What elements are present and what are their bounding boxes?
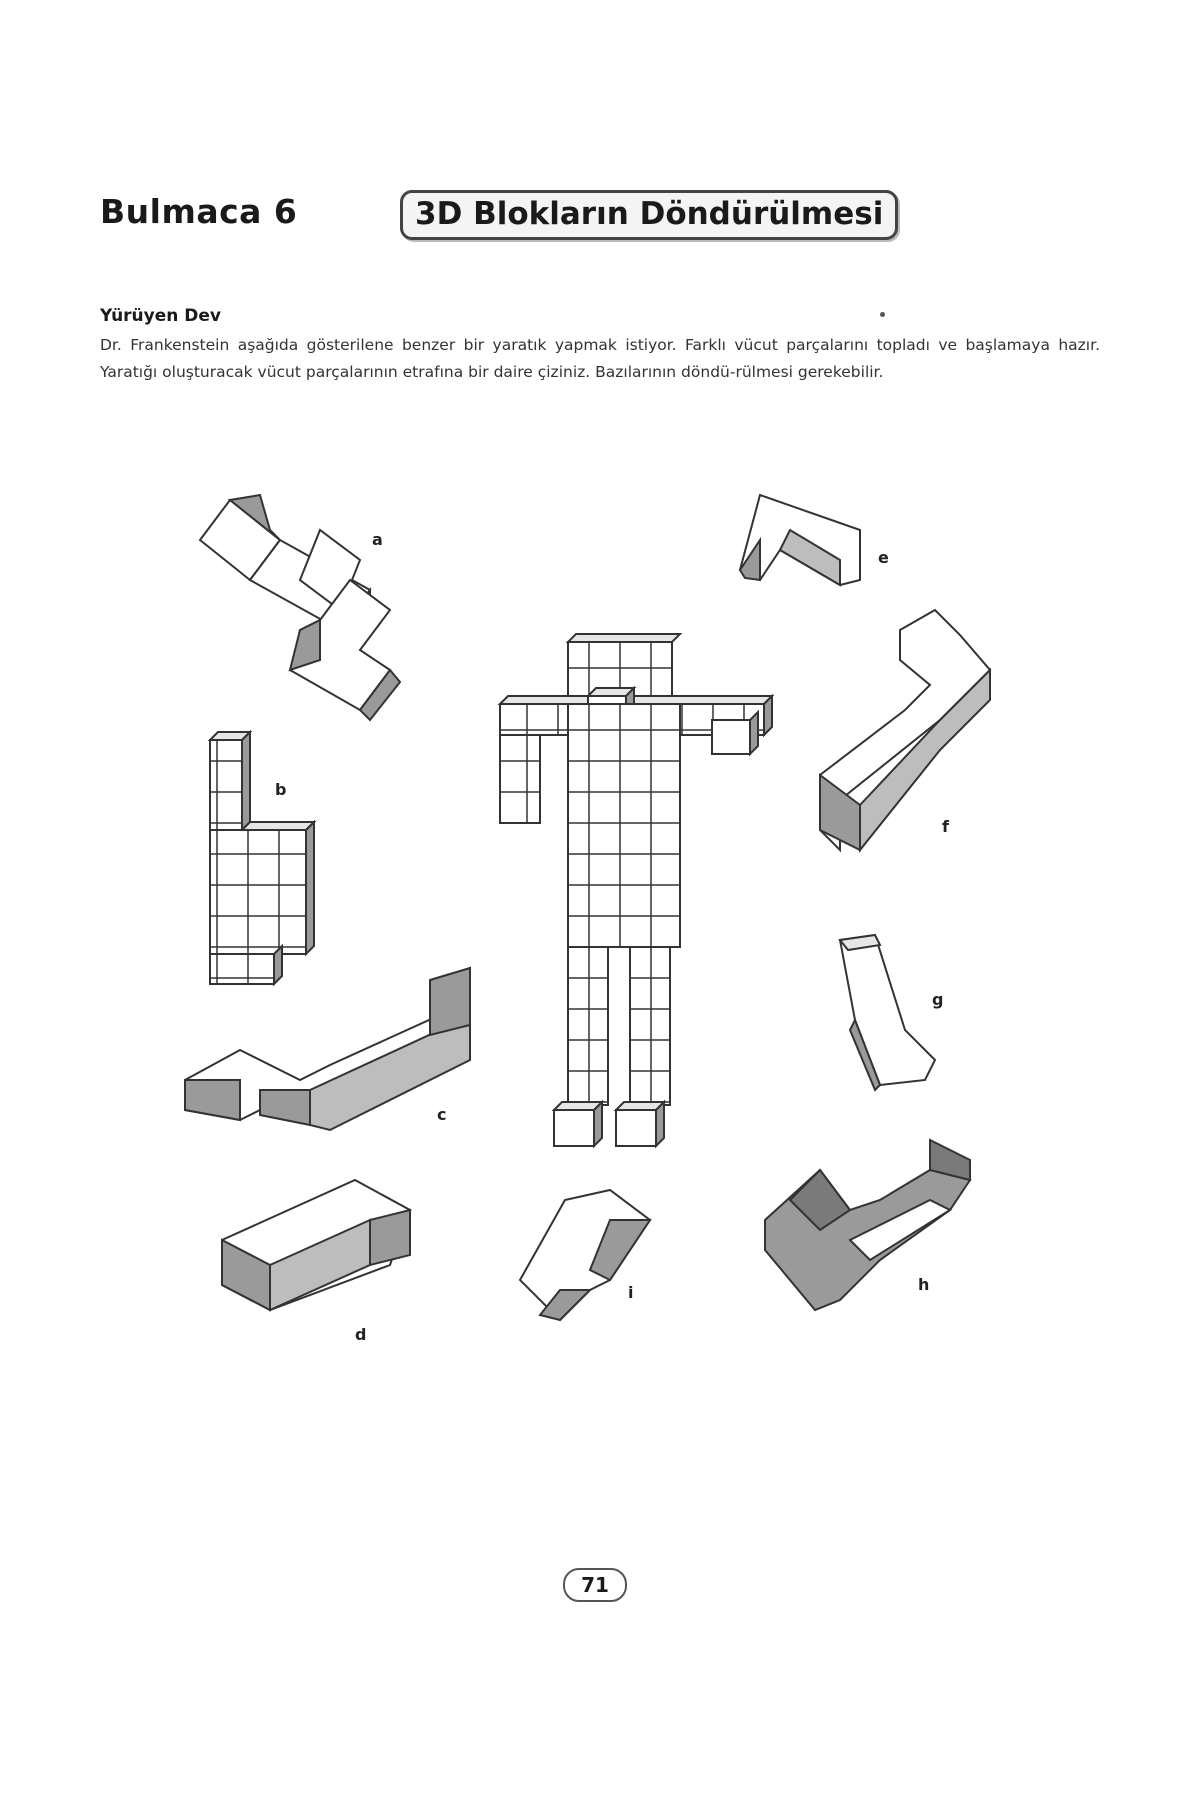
giant-figure	[500, 634, 772, 1146]
puzzle-label: Bulmaca 6	[100, 192, 298, 231]
piece-h[interactable]	[765, 1140, 970, 1310]
piece-c-label: c	[437, 1105, 447, 1124]
piece-g-label: g	[932, 990, 944, 1009]
piece-i-label: i	[628, 1283, 634, 1302]
piece-h-label: h	[918, 1275, 930, 1294]
piece-e-label: e	[878, 548, 889, 567]
piece-f-label: f	[942, 817, 949, 836]
piece-g[interactable]	[840, 935, 935, 1090]
piece-a[interactable]	[200, 495, 400, 720]
page-number: 71	[563, 1568, 627, 1602]
piece-e[interactable]	[740, 495, 860, 585]
stray-dot	[880, 312, 885, 317]
piece-f[interactable]	[820, 610, 990, 850]
topic-title: 3D Blokların Döndürülmesi	[400, 190, 898, 240]
piece-d-label: d	[355, 1325, 367, 1344]
piece-b[interactable]	[210, 732, 314, 984]
puzzle-figure	[0, 420, 1200, 1540]
section-subtitle: Yürüyen Dev	[100, 306, 222, 326]
instructions-paragraph: Dr. Frankenstein aşağıda gösterilene benzer bir yaratık yapmak istiyor. Farklı vücut parçalarını topladı ve başlamaya hazır. Yaratığı oluşturacak vücut parçalarının etrafına bir daire çiziniz. Bazılarının döndü-rülmesi gerekebilir.	[100, 336, 1100, 381]
piece-b-label: b	[275, 780, 287, 799]
piece-d[interactable]	[222, 1180, 410, 1310]
piece-a-label: a	[372, 530, 383, 549]
piece-c[interactable]	[185, 968, 470, 1130]
